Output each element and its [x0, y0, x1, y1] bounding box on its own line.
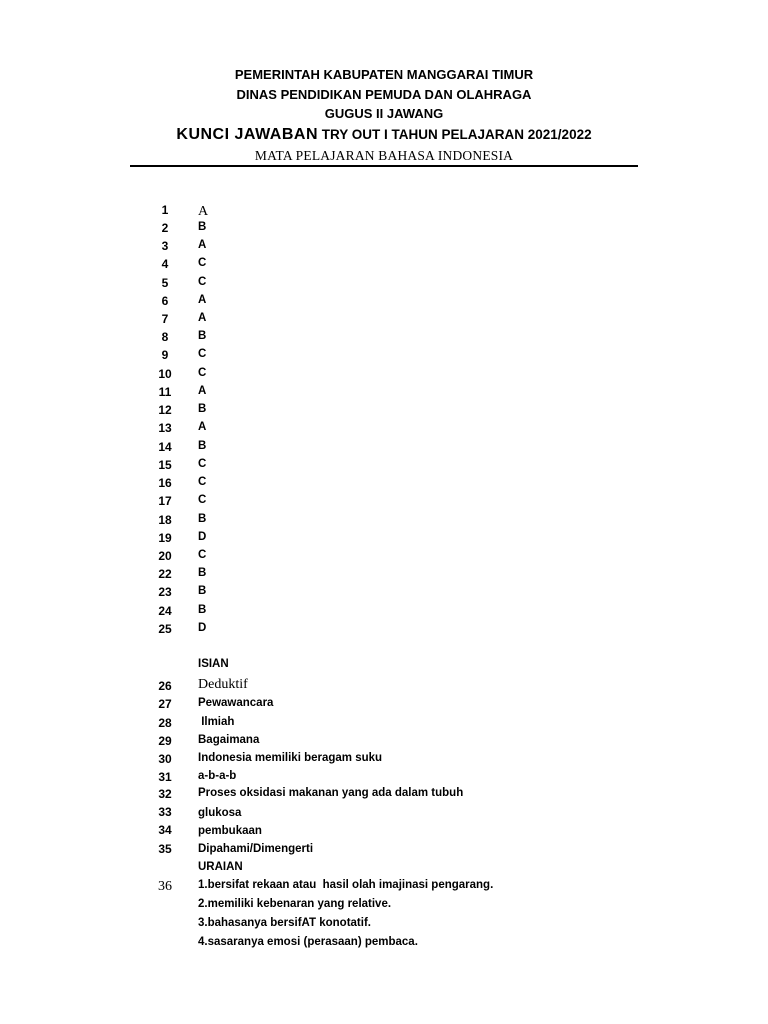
question-number: 23 [158, 585, 172, 599]
answer: Dipahami/Dimengerti [198, 843, 314, 855]
header-cluster: GUGUS II JAWANG [324, 106, 444, 121]
answer: C [198, 276, 207, 288]
answer: Proses oksidasi makanan yang ada dalam tubuh [198, 787, 464, 799]
title-main: KUNCI JAWABAN [176, 126, 319, 143]
answer: Bagaimana [198, 734, 260, 746]
document-title [0, 126, 768, 144]
answer-line: 3.bahasanya bersifAT konotatif. [198, 917, 371, 929]
question-number: 14 [158, 440, 172, 454]
question-number: 3 [161, 239, 169, 253]
answer: A [198, 239, 207, 251]
question-number: 15 [158, 458, 172, 472]
question-number: 34 [158, 823, 172, 837]
answer: C [198, 257, 207, 269]
question-number: 27 [158, 697, 172, 711]
question-number: 6 [161, 294, 169, 308]
answer-line: 2.memiliki kebenaran yang relative. [198, 898, 392, 910]
question-number: 4 [161, 257, 169, 271]
question-number: 1 [161, 203, 169, 217]
answer: Pewawancara [198, 697, 274, 709]
answer: A [198, 204, 209, 219]
header-divider [130, 165, 638, 167]
answer: A [198, 421, 207, 433]
question-number: 17 [158, 494, 172, 508]
question-number: 30 [158, 752, 172, 766]
question-number: 31 [158, 770, 172, 784]
question-number: 9 [161, 348, 169, 362]
title-rest: TRY OUT I TAHUN PELAJARAN 2021/2022 [318, 127, 592, 142]
answer: C [198, 549, 207, 561]
answer: B [198, 221, 207, 233]
question-number: 28 [158, 716, 172, 730]
question-number: 13 [158, 421, 172, 435]
subject-line: MATA PELAJARAN BAHASA INDONESIA [254, 148, 514, 163]
question-number: 22 [158, 567, 172, 581]
answer: glukosa [198, 807, 242, 819]
answer: B [198, 403, 207, 415]
answer: B [198, 513, 207, 525]
answer: B [198, 330, 207, 342]
header-department: DINAS PENDIDIKAN PEMUDA DAN OLAHRAGA [236, 87, 532, 102]
answer: A [198, 385, 207, 397]
answer: C [198, 367, 207, 379]
question-number: 19 [158, 531, 172, 545]
answer: a-b-a-b [198, 770, 237, 782]
answer: B [198, 585, 207, 597]
question-number: 10 [158, 367, 172, 381]
question-number: 26 [158, 679, 172, 693]
answer: pembukaan [198, 825, 262, 837]
question-number: 25 [158, 622, 172, 636]
question-number: 35 [158, 842, 172, 856]
question-number: 8 [161, 330, 169, 344]
answer: A [198, 294, 207, 306]
answer: Deduktif [198, 677, 248, 692]
question-number: 5 [161, 276, 169, 290]
question-number: 2 [161, 221, 169, 235]
question-number: 33 [158, 805, 172, 819]
answer: D [198, 531, 207, 543]
answer: C [198, 476, 207, 488]
question-number: 7 [161, 312, 169, 326]
question-number: 20 [158, 549, 172, 563]
answer: B [198, 604, 207, 616]
question-number: 32 [158, 787, 172, 801]
answer: Indonesia memiliki beragam suku [198, 752, 383, 764]
uraian-heading: URAIAN [198, 861, 243, 873]
question-number: 24 [158, 604, 172, 618]
header-government: PEMERINTAH KABUPATEN MANGGARAI TIMUR [234, 67, 534, 82]
answer: A [198, 312, 207, 324]
question-number: 11 [158, 385, 172, 399]
answer: B [198, 567, 207, 579]
question-number: 18 [158, 513, 172, 527]
answer-line: 4.sasaranya emosi (perasaan) pembaca. [198, 936, 418, 948]
question-number: 12 [158, 403, 172, 417]
answer: Ilmiah [198, 716, 235, 728]
answer: B [198, 440, 207, 452]
answer: D [198, 622, 207, 634]
answer: C [198, 494, 207, 506]
answer: C [198, 458, 207, 470]
question-number: 36 [158, 879, 172, 894]
isian-heading: ISIAN [198, 658, 229, 670]
question-number: 29 [158, 734, 172, 748]
question-number: 16 [158, 476, 172, 490]
answer-line: 1.bersifat rekaan atau hasil olah imajinasi pengarang. [198, 879, 494, 891]
answer: C [198, 348, 207, 360]
